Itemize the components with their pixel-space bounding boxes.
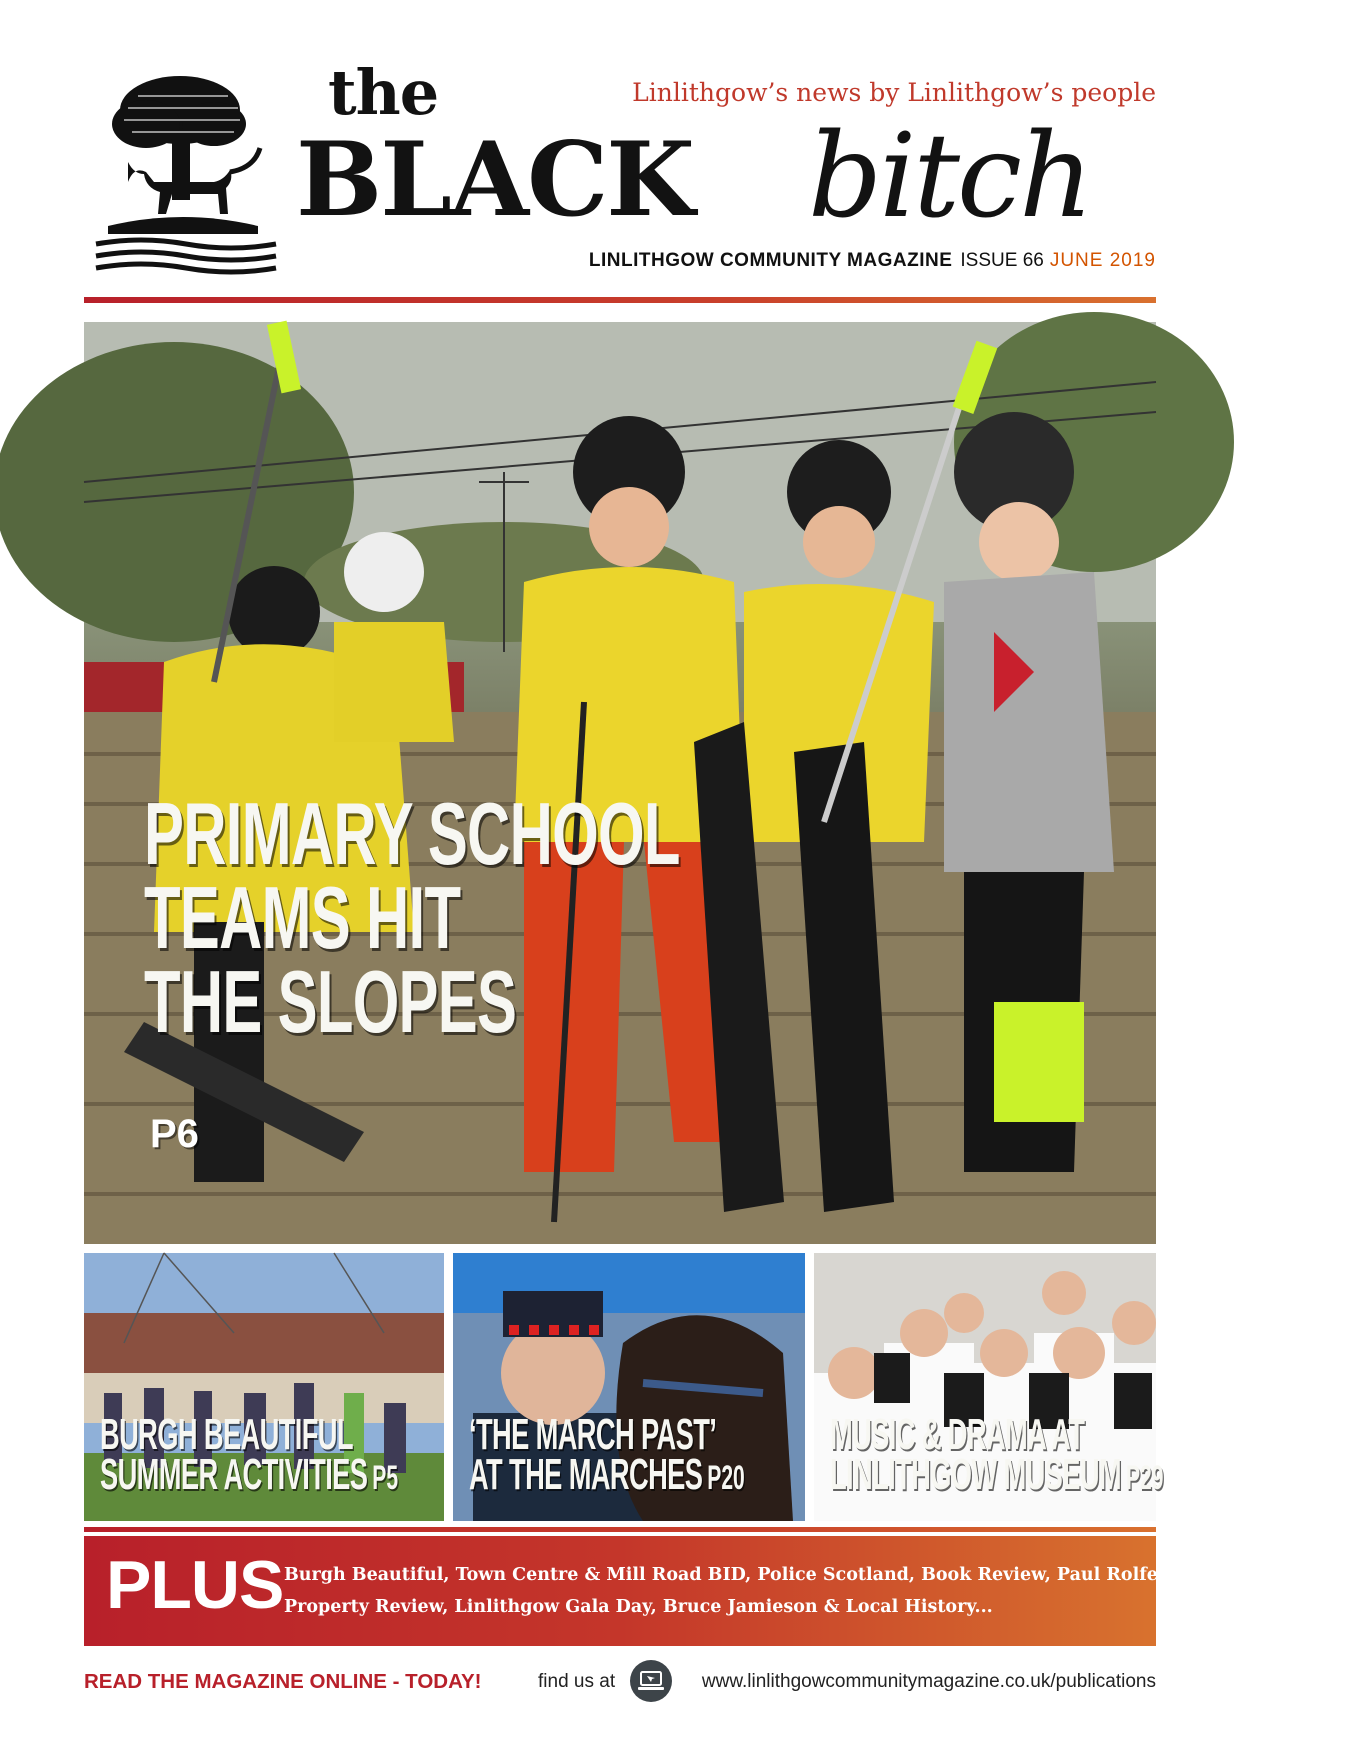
cover-photo [84,322,1156,1244]
masthead-divider [84,297,1156,303]
headline-line-1: PRIMARY SCHOOL [144,784,680,883]
title-black: BLACK [296,120,693,240]
thumb-title-line [100,1450,399,1499]
thumb-title-text: LINLITHGOW MUSEUM [830,1450,1122,1499]
feature-march-past[interactable] [453,1253,805,1521]
cover-page-ref[interactable]: P6 [150,1112,199,1156]
plus-line-2: Property Review, Linlithgow Gala Day, Bruce Jamieson & Local History... [284,1597,993,1617]
footer [84,1660,1156,1704]
thumb-title-text: AT THE MARCHES [469,1450,703,1499]
laptop-icon [630,1660,672,1702]
thumb-title-line: BURGH BEAUTIFUL [100,1410,353,1459]
plus-label: PLUS [106,1547,284,1623]
title-bitch: bitch [808,109,1091,244]
thumb-caption [830,1410,1368,1499]
magazine-name: LINLITHGOW COMMUNITY MAGAZINE [588,250,953,271]
plus-contents [284,1559,1158,1623]
headline-line-3: THE SLOPES [144,952,517,1051]
issue-date: JUNE 2019 [1049,250,1156,271]
tagline: Linlithgow’s news by Linlithgow’s people [632,78,1156,107]
thumb-page-ref: P20 [707,1459,745,1497]
find-us-label: find us at [538,1671,616,1692]
thumb-page-ref: P29 [1125,1459,1164,1497]
thumb-title-line: ‘THE MARCH PAST’ [469,1410,717,1459]
ski-team-photo [84,322,1156,1244]
title-the: the [328,56,439,129]
issue-line [589,250,1156,272]
feature-music-drama[interactable] [814,1253,1164,1521]
plus-divider [84,1527,1156,1532]
thumb-title-line [830,1450,1164,1499]
read-online-link[interactable]: READ THE MAGAZINE ONLINE - TODAY! [84,1670,482,1693]
thumb-title-text: SUMMER ACTIVITIES [100,1450,368,1499]
plus-banner [84,1536,1156,1646]
thumb-title-line: MUSIC & DRAMA AT [830,1410,1085,1459]
headline-line-2: TEAMS HIT [144,868,461,967]
thumb-title-line [469,1450,745,1499]
website-url-link[interactable]: www.linlithgowcommunitymagazine.co.uk/publications [701,1671,1156,1692]
plus-line-1: Burgh Beautiful, Town Centre & Mill Road BID, Police Scotland, Book Review, Paul Rolfe [284,1565,1158,1585]
issue-number: ISSUE 66 [960,250,1044,271]
feature-burgh-beautiful[interactable] [84,1253,444,1521]
thumb-page-ref: P5 [372,1459,399,1497]
dog-and-tree-logo [88,62,278,272]
cover-headline [144,784,932,1051]
